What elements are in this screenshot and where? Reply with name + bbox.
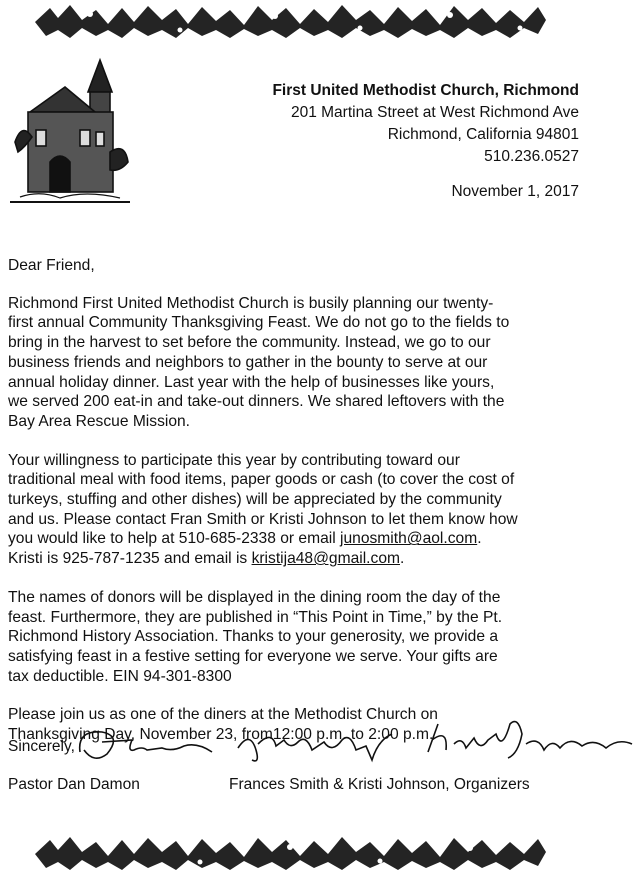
- paragraph-line: we served 200 eat-in and take-out dinners. We shared leftovers with the: [8, 393, 505, 411]
- paragraph-line: Please join us as one of the diners at the Methodist Church on: [8, 706, 438, 724]
- signer-pastor: Pastor Dan Damon: [8, 776, 140, 793]
- signature-frances-smith: [232, 720, 402, 776]
- paragraph-line: turkeys, stuffing and other dishes) will be appreciated by the community: [8, 491, 502, 509]
- paragraph-2: [8, 451, 553, 569]
- letter-date: November 1, 2017: [451, 183, 579, 200]
- closing: Sincerely,: [8, 738, 75, 755]
- organization-name: First United Methodist Church, Richmond: [272, 82, 579, 99]
- signature-kristi-johnson: [418, 714, 638, 772]
- paragraph-line: Richmond History Association. Thanks to your generosity, we provide a: [8, 628, 498, 646]
- bottom-garland-border: [30, 832, 550, 874]
- paragraph-line: annual holiday dinner. Last year with the help of businesses like yours,: [8, 373, 495, 391]
- paragraph-line: Bay Area Rescue Mission.: [8, 412, 191, 430]
- paragraph-line: feast. Furthermore, they are published in “This Point in Time,” by the Pt.: [8, 608, 503, 626]
- email-link-fran[interactable]: junosmith@aol.com: [340, 530, 478, 548]
- paragraph-line: The names of donors will be displayed in the dining room the day of the: [8, 588, 501, 606]
- line-text: Kristi is 925-787-1235 and email is: [8, 550, 252, 568]
- paragraph-line: Your willingness to participate this year by contributing toward our: [8, 451, 460, 469]
- phone-number: 510.236.0527: [484, 148, 579, 165]
- letterhead: [272, 80, 579, 168]
- paragraph-3: [8, 588, 553, 687]
- paragraph-line: Richmond First United Methodist Church is busily planning our twenty-: [8, 294, 494, 312]
- church-illustration: [10, 52, 130, 212]
- line-text: you would like to help at 510-685-2338 or email: [8, 530, 341, 548]
- email-link-kristi[interactable]: kristija48@gmail.com: [251, 550, 400, 568]
- salutation: Dear Friend,: [8, 257, 95, 274]
- signer-organizers: Frances Smith & Kristi Johnson, Organizers: [229, 776, 530, 793]
- top-garland-border: [30, 0, 550, 42]
- paragraph-line: first annual Community Thanksgiving Feast. We do not go to the fields to: [8, 314, 510, 332]
- paragraph-1: [8, 294, 553, 432]
- paragraph-line: [8, 529, 553, 549]
- paragraph-line: traditional meal with food items, paper goods or cash (to cover the cost of: [8, 471, 515, 489]
- paragraph-line: bring in the harvest to set before the community. Instead, we go to our: [8, 334, 491, 352]
- signature-dan-damon: [72, 722, 222, 772]
- paragraph-line: tax deductible. EIN 94-301-8300: [8, 667, 232, 685]
- letter-body: [8, 256, 553, 764]
- line-text: .: [399, 550, 405, 568]
- address-line-1: 201 Martina Street at West Richmond Ave: [290, 104, 579, 121]
- paragraph-line: and us. Please contact Fran Smith or Kristi Johnson to let them know how: [8, 510, 518, 528]
- paragraph-line: Thanksgiving Day, November 23, from12:00 p.m. to 2:00 p.m.: [8, 726, 434, 744]
- paragraph-line: [8, 549, 553, 569]
- paragraph-line: business friends and neighbors to gather in the bounty to serve at our: [8, 353, 488, 371]
- address-line-2: Richmond, California 94801: [387, 126, 579, 143]
- paragraph-line: satisfying feast in a festive setting for everyone we serve. Your gifts are: [8, 647, 498, 665]
- line-text: .: [477, 530, 482, 548]
